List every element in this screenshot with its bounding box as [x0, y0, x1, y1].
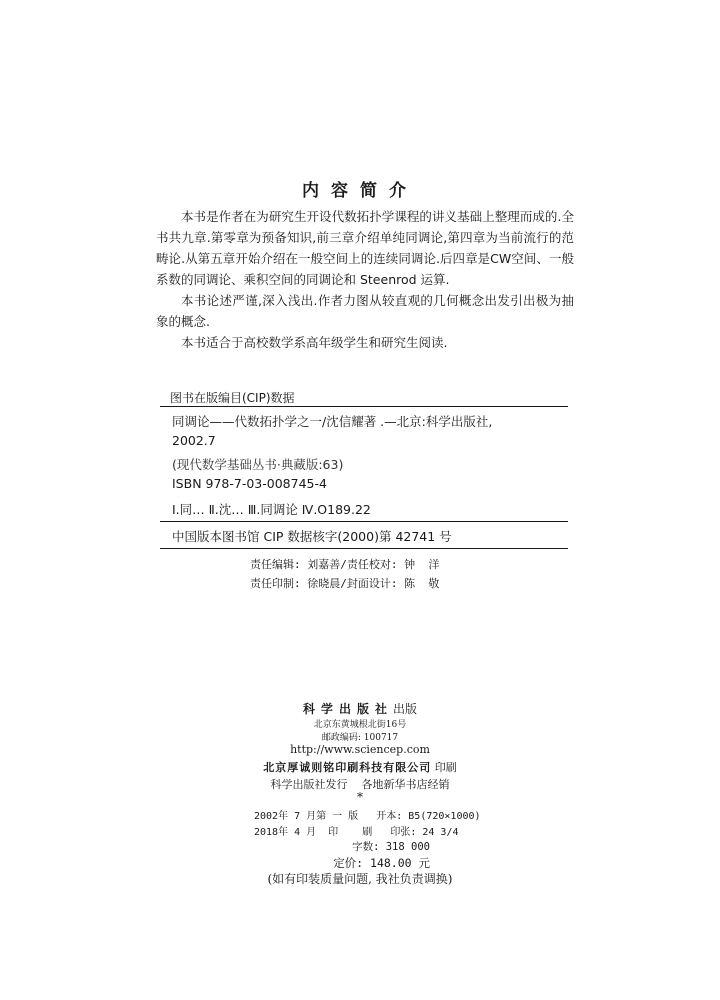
- cip-heading: 图书在版编目(CIP)数据: [170, 391, 295, 405]
- cip-entry-line-1: 同调论——代数拓扑学之一/沈信耀著 .—北京:科学出版社,: [172, 414, 493, 429]
- imprint-distribution: 科学出版社发行 各地新华书店经销: [270, 778, 450, 791]
- imprint-word-count: 字数: 318 000: [352, 841, 430, 853]
- imprint-printing-line: 2018年 4 月 印 刷 印张: 24 3/4: [254, 827, 459, 838]
- summary-paragraph-1: 本书是作者在为研究生开设代数拓扑学课程的讲义基础上整理而成的.全书共九章.第零章为预备知识,前三章介绍单纯同调论,第四章为当前流行的范畴论.从第五章开始介绍在一般空间上的连续同调论.后四章是CW空间、一般系数的同调论、乘积空间的同调论和 Steenrod 运算.: [156, 209, 574, 287]
- summary-body: [156, 206, 574, 353]
- cip-entry-line-2: 2002.7: [172, 433, 216, 448]
- print-suffix: 印刷: [434, 761, 457, 774]
- printer-name: 北京厚诚则铭印刷科技有限公司: [263, 761, 432, 774]
- imprint-price: 定价: 148.00 元: [333, 856, 430, 870]
- cip-classification: Ⅰ.同… Ⅱ.沈… Ⅲ.同调论 Ⅳ.O189.22: [172, 502, 371, 517]
- cip-number: 中国版本图书馆 CIP 数据核字(2000)第 42741 号: [172, 529, 452, 544]
- publish-suffix: 出版: [393, 702, 418, 716]
- imprint-printer-line: [0, 759, 720, 775]
- imprint-star: *: [357, 790, 363, 804]
- imprint-url: http://www.sciencep.com: [290, 743, 430, 756]
- cip-top-rule: [160, 406, 568, 407]
- cip-middle-rule: [160, 521, 568, 522]
- summary-paragraph-3: 本书适合于高校数学系高年级学生和研究生阅读.: [181, 335, 448, 350]
- imprint-postcode: 邮政编码: 100717: [321, 733, 399, 743]
- cip-isbn: ISBN 978-7-03-008745-4: [172, 476, 327, 491]
- cip-bottom-rule: [160, 548, 568, 549]
- summary-paragraph-2: 本书论述严谨,深入浅出.作者力图从较直观的几何概念出发引出极为抽象的概念.: [156, 293, 574, 329]
- editors-line-1: 责任编辑: 刘嘉善/责任校对: 钟 洋: [250, 558, 440, 571]
- summary-title: 内容简介: [302, 181, 418, 201]
- imprint-address: 北京东黄城根北街16号: [313, 720, 407, 730]
- publisher-logo: 科学出版社: [302, 702, 393, 716]
- imprint-publisher-line: [0, 700, 720, 717]
- editors-line-2: 责任印制: 徐晓晨/封面设计: 陈 敬: [250, 577, 440, 590]
- cip-series: (现代数学基础丛书·典藏版:63): [172, 457, 344, 472]
- imprint-note: (如有印装质量问题, 我社负责调换): [267, 872, 453, 886]
- imprint-edition-line: 2002年 7 月第 一 版 开本: B5(720×1000): [254, 811, 481, 822]
